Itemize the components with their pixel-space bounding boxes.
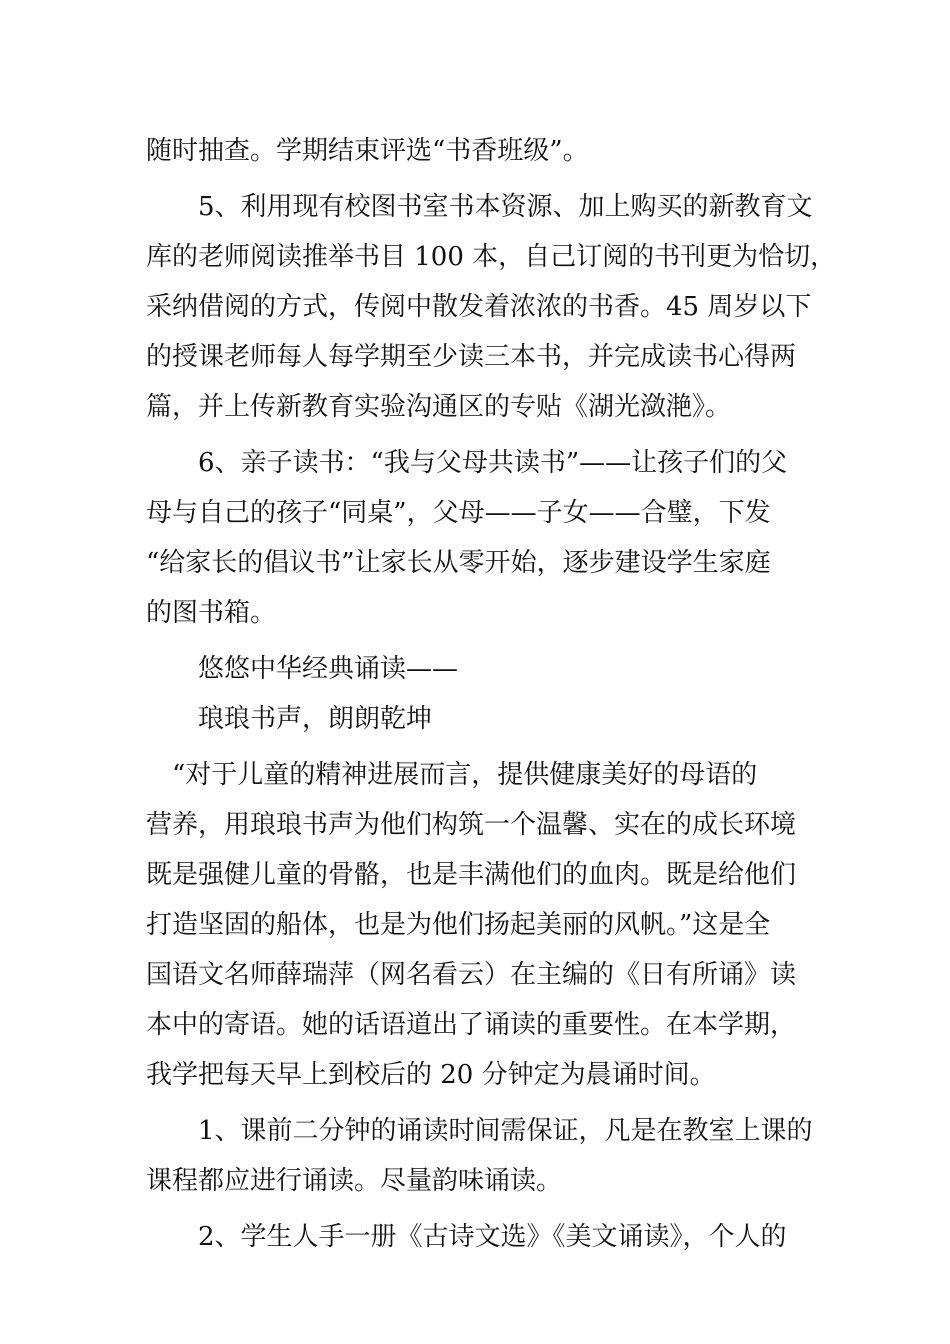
- section-subheading: 琅琅书声，朗朗乾坤: [198, 704, 433, 734]
- text-line: 母与自己的孩子“同桌”，父母——子女——合璧，下发: [146, 498, 771, 528]
- text-line: 的图书箱。: [146, 598, 277, 628]
- text-line: 既是强健儿童的骨骼，也是丰满他们的血肉。既是给他们: [146, 860, 797, 890]
- text-line: 的授课老师每人每学期至少读三本书，并完成读书心得两: [146, 342, 797, 372]
- text-line: 库的老师阅读推举书目 100 本，自己订阅的书刊更为恰切，: [146, 242, 837, 272]
- text-line: 5、利用现有校图书室书本资源、加上购买的新教育文: [198, 192, 813, 222]
- text-line: 打造坚固的船体，也是为他们扬起美丽的风帆。”这是全: [146, 910, 771, 940]
- text-line: 2、学生人手一册《古诗文选》《美文诵读》，个人的: [198, 1222, 787, 1252]
- text-line: 我学把每天早上到校后的 20 分钟定为晨诵时间。: [146, 1060, 716, 1090]
- text-line: 营养，用琅琅书声为他们构筑一个温馨、实在的成长环境: [146, 810, 797, 840]
- text-line: 国语文名师薛瑞萍（网名看云）在主编的《日有所诵》读: [146, 960, 797, 990]
- text-line: 6、亲子读书：“我与父母共读书”——让孩子们的父: [198, 448, 788, 478]
- text-line: 篇，并上传新教育实验沟通区的专贴《湖光潋滟》。: [146, 392, 732, 422]
- text-line: 随时抽查。学期结束评选“书香班级”。: [146, 136, 589, 166]
- text-line: “对于儿童的精神进展而言，提供健康美好的母语的: [172, 760, 758, 790]
- section-heading: 悠悠中华经典诵读——: [198, 654, 459, 684]
- text-line: “给家长的倡议书”让家长从零开始，逐步建设学生家庭: [146, 548, 771, 578]
- text-line: 本中的寄语。她的话语道出了诵读的重要性。在本学期，: [146, 1010, 797, 1040]
- document-body: [146, 126, 837, 1262]
- text-line: 课程都应进行诵读。尽量韵味诵读。: [146, 1166, 563, 1196]
- text-line: 1、课前二分钟的诵读时间需保证，凡是在教室上课的: [198, 1116, 813, 1146]
- text-line: 采纳借阅的方式，传阅中散发着浓浓的书香。45 周岁以下: [146, 292, 812, 322]
